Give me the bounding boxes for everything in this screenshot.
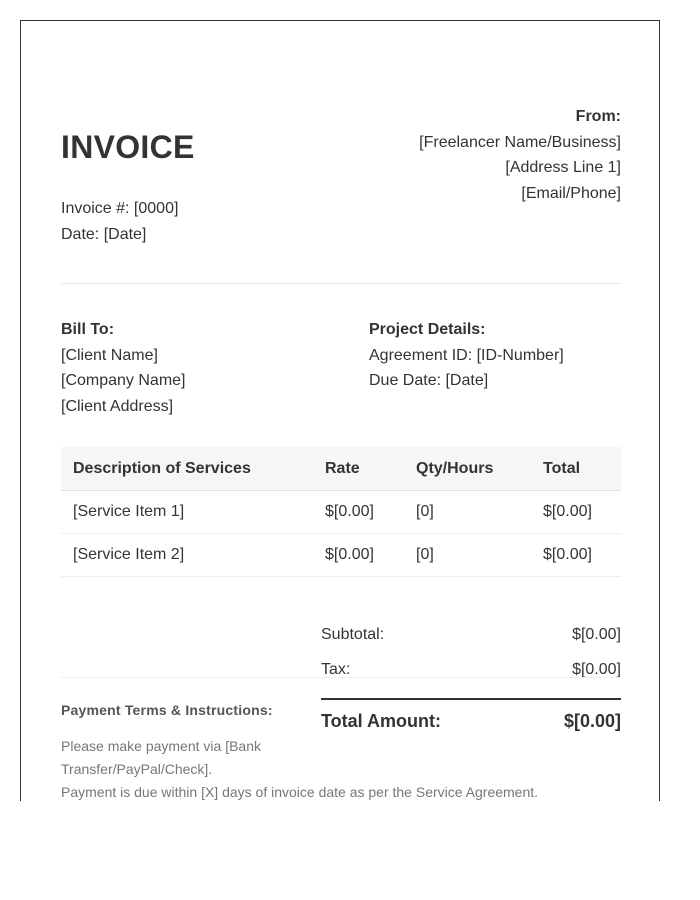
cell-description: [Service Item 2] — [61, 534, 313, 577]
payment-terms-heading: Payment Terms & Instructions: — [61, 702, 273, 718]
payment-terms-line: Please make payment via [Bank — [61, 738, 261, 754]
payment-terms-line: Payment is due within [X] days of invoice date as per the Service Agreement. — [61, 784, 539, 800]
from-block — [419, 104, 621, 207]
project-details-block — [369, 317, 564, 394]
total-amount-row — [321, 698, 621, 734]
invoice-number: Invoice #: [0000] — [61, 200, 179, 217]
subtotal-value: $[0.00] — [572, 626, 621, 643]
subtotal-label: Subtotal: — [321, 626, 385, 643]
invoice-title: INVOICE — [61, 129, 195, 165]
header-qty: Qty/Hours — [404, 447, 531, 491]
from-name: [Freelancer Name/Business] — [419, 133, 621, 151]
cell-total: $[0.00] — [531, 534, 621, 577]
agreement-id: Agreement ID: [ID-Number] — [369, 346, 564, 364]
header-total: Total — [531, 447, 621, 491]
table-row — [61, 534, 621, 577]
from-label: From: — [575, 108, 621, 125]
cell-qty: [0] — [404, 534, 531, 577]
payment-terms-text — [61, 735, 621, 801]
client-name: [Client Name] — [61, 346, 158, 364]
tax-value: $[0.00] — [572, 661, 621, 678]
from-contact: [Email/Phone] — [521, 185, 621, 203]
client-address: [Client Address] — [61, 398, 174, 416]
tax-label: Tax: — [321, 661, 351, 678]
cell-rate: $[0.00] — [313, 491, 404, 534]
section-divider — [61, 677, 621, 678]
table-row — [61, 491, 621, 534]
total-amount-value: $[0.00] — [563, 711, 621, 731]
header-divider — [61, 283, 621, 284]
subtotal-row — [321, 625, 621, 645]
due-date: Due Date: [Date] — [369, 372, 489, 390]
from-address: [Address Line 1] — [505, 159, 621, 177]
project-details-label: Project Details: — [369, 321, 486, 338]
header-description: Description of Services — [61, 447, 313, 491]
company-name: [Company Name] — [61, 372, 186, 390]
table-header-row — [61, 447, 621, 491]
cell-description: [Service Item 1] — [61, 491, 313, 534]
bill-to-label: Bill To: — [61, 321, 115, 338]
invoice-content — [61, 21, 621, 801]
cell-total: $[0.00] — [531, 491, 621, 534]
header-rate: Rate — [313, 447, 404, 491]
cell-qty: [0] — [404, 491, 531, 534]
invoice-date: Date: [Date] — [61, 226, 147, 243]
payment-terms-line: Transfer/PayPal/Check]. — [61, 761, 213, 777]
invoice-sheet — [20, 20, 660, 801]
bill-to-block — [61, 317, 186, 420]
total-amount-label: Total Amount: — [321, 711, 441, 731]
services-table — [61, 447, 621, 577]
cell-rate: $[0.00] — [313, 534, 404, 577]
